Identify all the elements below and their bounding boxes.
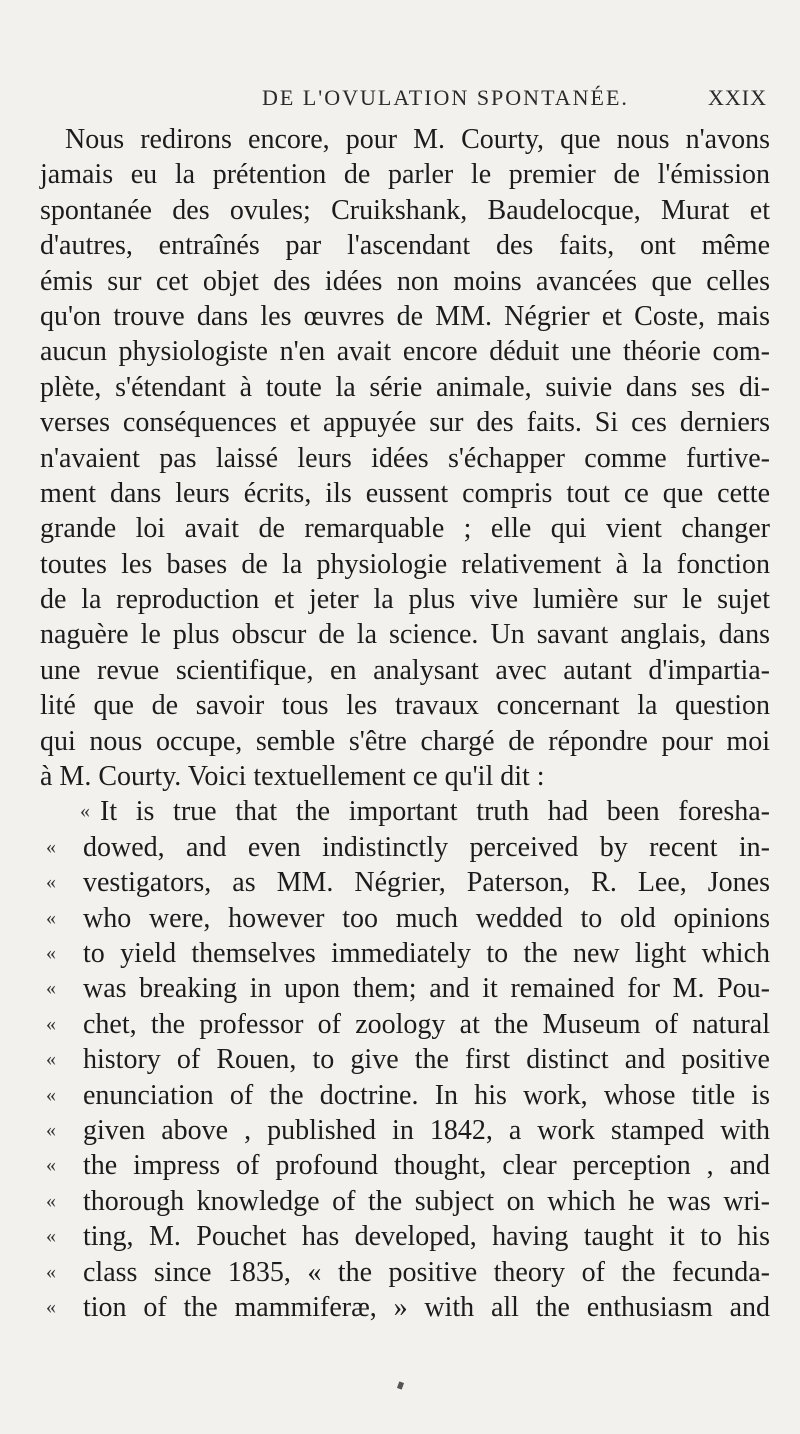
quote-text: ting, M. Pouchet has developed, having taught it to his [83, 1221, 770, 1253]
quote-mark: « [46, 1154, 56, 1177]
quote-mark: « [46, 977, 56, 1000]
text-line: qui nous occupe, semble s'être chargé de répondre pour moi [40, 725, 770, 757]
quote-mark: « [46, 1225, 56, 1248]
quote-line [40, 971, 770, 1006]
quote-mark: « [46, 1260, 56, 1283]
quote-text: enunciation of the doctrine. In his work, whose title is [83, 1079, 770, 1111]
text-line: Nous redirons encore, pour M. Courty, que nous n'avons [65, 124, 770, 155]
ink-speck [397, 1381, 404, 1389]
text-line: d'autres, entraînés par l'ascendant des faits, ont même [40, 230, 770, 262]
page-number: XXIX [708, 85, 767, 110]
quote-text: dowed, and even indistinctly perceived by recent in- [83, 831, 770, 863]
text-line: toutes les bases de la physiologie relativement à la fonction [40, 548, 770, 580]
text-line: plète, s'étendant à toute la série animale, suivie dans ses di- [40, 371, 770, 403]
text-line: spontanée des ovules; Cruikshank, Baudelocque, Murat et [40, 194, 770, 226]
text-line: une revue scientifique, en analysant avec autant d'impartia- [40, 654, 770, 686]
quote-line [40, 1078, 770, 1113]
text-line: ment dans leurs écrits, ils eussent compris tout ce que cette [40, 477, 770, 509]
quote-text: chet, the professor of zoology at the Museum of natural [83, 1008, 770, 1040]
quote-line [40, 830, 770, 865]
running-title: DE L'OVULATION SPONTANÉE. [262, 85, 629, 110]
english-quotation [40, 794, 770, 1325]
text-line: n'avaient pas laissé leurs idées s'échapper comme furtive- [40, 442, 770, 474]
quote-line [40, 1148, 770, 1183]
quote-line [40, 1184, 770, 1219]
quote-line [40, 901, 770, 936]
quote-mark: « [46, 871, 56, 894]
quote-line [40, 794, 770, 829]
text-line: lité que de savoir tous les travaux concernant la question [40, 690, 770, 722]
text-line: verses conséquences et appuyée sur des faits. Si ces derniers [40, 407, 770, 439]
quote-mark: « [46, 1189, 56, 1212]
body-text [40, 122, 770, 1325]
quote-mark: « [46, 1012, 56, 1035]
text-line: grande loi avait de remarquable ; elle qui vient changer [40, 513, 770, 545]
quote-line [40, 1042, 770, 1077]
quote-line [40, 1113, 770, 1148]
quote-mark: « [46, 1118, 56, 1141]
text-line: naguère le plus obscur de la science. Un savant anglais, dans [40, 619, 770, 651]
quote-text: tion of the mammiferæ, » with all the enthusiasm and [83, 1291, 770, 1323]
quote-line [40, 865, 770, 900]
quote-mark: « [46, 835, 56, 858]
quote-line [40, 936, 770, 971]
quote-line [40, 1007, 770, 1042]
text-line: aucun physiologiste n'en avait encore déduit une théorie com- [40, 336, 770, 368]
quote-mark: « [46, 1048, 56, 1071]
text-line: jamais eu la prétention de parler le premier de l'émission [40, 159, 770, 191]
quote-mark: « [46, 906, 56, 929]
quote-text: who were, however too much wedded to old opinions [83, 902, 770, 934]
quote-text: to yield themselves immediately to the new light which [83, 937, 770, 969]
quote-text: It is true that the important truth had been foresha- [100, 796, 770, 828]
running-head [0, 85, 800, 125]
quote-text: class since 1835, « the positive theory of the fecunda- [83, 1256, 770, 1288]
quote-text: given above , published in 1842, a work stamped with [83, 1114, 770, 1146]
quote-mark: « [46, 1295, 56, 1318]
text-line: à M. Courty. Voici textuellement ce qu'il dit : [40, 761, 545, 793]
quote-text: the impress of profound thought, clear perception , and [83, 1150, 770, 1182]
text-line: de la reproduction et jeter la plus vive lumière sur le sujet [40, 584, 770, 616]
quote-line [40, 1219, 770, 1254]
quote-text: was breaking in upon them; and it remained for M. Pou- [83, 973, 770, 1005]
text-line: qu'on trouve dans les œuvres de MM. Négrier et Coste, mais [40, 300, 770, 332]
quote-mark: « [46, 941, 56, 964]
quote-line [40, 1255, 770, 1290]
quote-text: vestigators, as MM. Négrier, Paterson, R. Lee, Jones [83, 867, 770, 899]
quote-text: history of Rouen, to give the first distinct and positive [83, 1044, 770, 1076]
quote-text: thorough knowledge of the subject on which he was wri- [83, 1185, 770, 1217]
quote-mark: « [80, 800, 90, 823]
quote-mark: « [46, 1083, 56, 1106]
text-line: émis sur cet objet des idées non moins avancées que celles [40, 265, 770, 297]
quote-line [40, 1290, 770, 1325]
